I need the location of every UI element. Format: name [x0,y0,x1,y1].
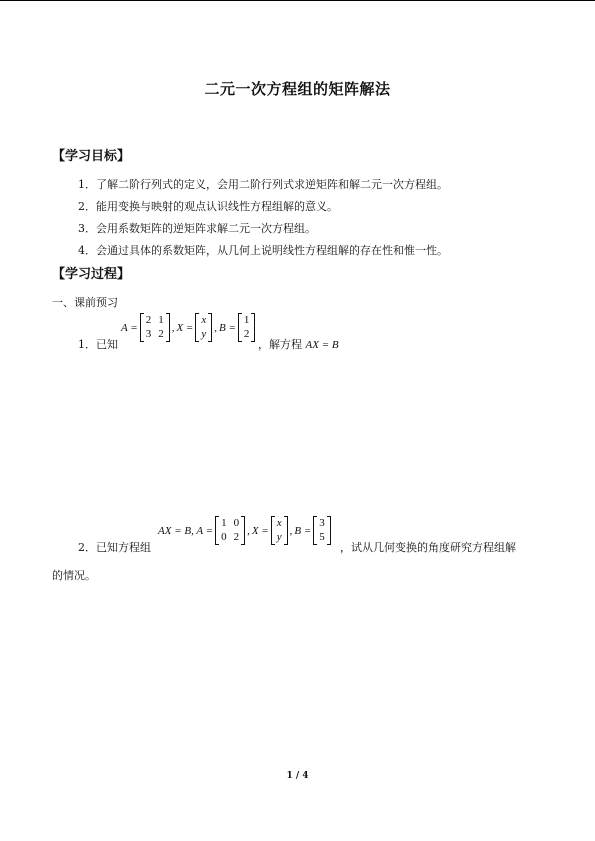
q2-prefix: 2．已知方程组 [78,541,151,554]
matrix-cell: 2 [233,531,240,543]
comma: , [289,524,293,537]
section-heading-process: 【学习过程】 [52,267,131,282]
matrix-cell: 5 [319,531,325,543]
q1-matrix-X [195,313,212,342]
matrix-cell: 0 [233,517,240,529]
page-title: 二元一次方程组的矩阵解法 [204,80,391,98]
goal-item-2: 2．能用变换与映射的观点认识线性方程组解的意义。 [78,200,338,213]
matrix-cell: y [201,328,207,340]
q1-A-label: A = [121,321,138,334]
goal-item-4: 4．会通过具体的系数矩阵，从几何上说明线性方程组解的存在性和惟一性。 [78,244,448,257]
q1-matrix-definitions [121,313,255,342]
matrix-cell: 1 [221,517,227,529]
q2-lead: AX = B, A = [158,524,214,537]
goal-item-3: 3．会用系数矩阵的逆矩阵求解二元一次方程组。 [78,222,316,235]
q2-suffix: ，试从几何变换的角度研究方程组解 [340,541,516,554]
matrix-cell: 3 [319,517,325,529]
q2-X-label: X = [251,524,269,537]
matrix-cell: 3 [145,328,152,340]
q1-matrix-A [140,313,170,342]
subsection-heading: 一、课前预习 [52,296,118,309]
comma: , [214,321,217,334]
matrix-cell: 2 [243,328,250,340]
matrix-cell: 2 [158,328,164,340]
goal-item-1: 1．了解二阶行列式的定义，会用二阶行列式求逆矩阵和解二元一次方程组。 [78,178,448,191]
section-heading-goals: 【学习目标】 [52,149,131,164]
q2-B-label: B = [294,524,312,537]
q1-prefix: 1．已知 [78,338,118,351]
q1-suffix-line [258,336,339,352]
matrix-cell: x [201,314,207,326]
comma: , [247,524,250,537]
matrix-cell: 1 [243,314,250,326]
comma: , [171,321,175,334]
page-number: 1 / 4 [286,771,309,781]
matrix-cell: y [276,531,282,543]
q2-continuation: 的情况。 [52,569,96,582]
top-rule [0,0,595,1]
q1-suffix: ，解方程 [258,338,302,351]
matrix-cell: 2 [145,314,152,326]
q2-matrix-definitions [158,516,331,545]
q2-matrix-A [215,516,245,545]
matrix-cell: 1 [158,314,164,326]
q1-equation: AX = B [305,339,339,351]
q2-matrix-X [271,516,288,545]
matrix-cell: x [276,517,282,529]
q1-B-label: B = [219,321,236,334]
matrix-cell: 0 [221,531,227,543]
q2-matrix-B [313,516,331,545]
q1-matrix-B [238,313,256,342]
q1-X-label: X = [176,321,194,334]
